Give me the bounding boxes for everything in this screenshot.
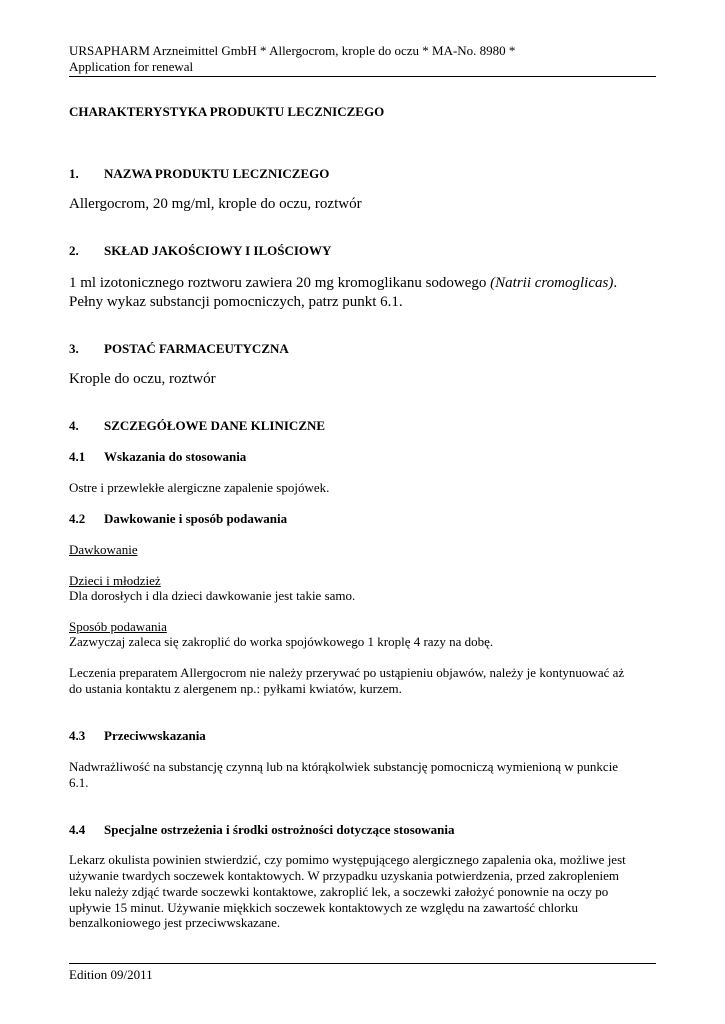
section-1-title: NAZWA PRODUKTU LECZNICZEGO — [104, 166, 330, 181]
section-4-4-number: 4.4 — [69, 822, 86, 837]
section-1-text: Allergocrom, 20 mg/ml, krople do oczu, roztwór — [69, 196, 362, 212]
section-4-heading — [69, 418, 325, 434]
section-4-title: SZCZEGÓŁOWE DANE KLINICZNE — [104, 418, 326, 433]
footer-divider — [69, 963, 656, 964]
section-2-text-1a: 1 ml izotonicznego roztworu zawiera 20 mg kromoglikanu sodowego — [69, 275, 491, 291]
section-4-4-heading — [69, 822, 454, 838]
header-line-1: URSAPHARM Arzneimittel GmbH * Allergocrom, krople do oczu * MA-No. 8980 * — [69, 43, 516, 58]
section-4-2-heading — [69, 511, 287, 527]
contraindications-line-2: 6.1. — [69, 775, 89, 790]
header-line-2: Application for renewal — [69, 59, 194, 74]
warnings-line-3: leku należy zdjąć twarde soczewki kontaktowe, zakroplić lek, a soczewki założyć ponownie na oczy po — [69, 884, 609, 899]
section-1-number: 1. — [69, 166, 79, 181]
section-2-text-1-italic: (Natrii cromoglicas) — [490, 275, 614, 291]
section-2-text-1 — [69, 274, 617, 293]
warnings-line-1: Lekarz okulista powinien stwierdzić, czy pomimo występującego alergicznego zapalenia oka, możliwe jest — [69, 852, 626, 867]
treatment-paragraph-line-1: Leczenia preparatem Allergocrom nie należy przerywać po ustąpieniu objawów, należy je kontynuować aż — [69, 665, 625, 680]
section-4-2-title: Dawkowanie i sposób podawania — [104, 511, 288, 526]
children-label: Dzieci i młodzież — [69, 573, 161, 588]
section-4-1-heading — [69, 449, 246, 465]
section-1-heading — [69, 166, 329, 182]
section-4-4-title: Specjalne ostrzeżenia i środki ostrożności dotyczące stosowania — [104, 822, 455, 837]
section-2-title: SKŁAD JAKOŚCIOWY I ILOŚCIOWY — [104, 243, 332, 258]
section-3-title: POSTAĆ FARMACEUTYCZNA — [104, 341, 289, 356]
section-4-number: 4. — [69, 418, 79, 433]
section-2-number: 2. — [69, 243, 79, 258]
warnings-line-5: benzalkoniowego jest przeciwwskazane. — [69, 915, 281, 930]
children-text: Dla dorosłych i dla dzieci dawkowanie jest takie samo. — [69, 588, 356, 603]
section-4-3-title: Przeciwwskazania — [104, 728, 206, 743]
contraindications-line-1: Nadwrażliwość na substancję czynną lub na którąkolwiek substancję pomocniczą wymienioną w punkcie — [69, 759, 619, 774]
warnings-line-4: upływie 15 minut. Używanie miękkich soczewek kontaktowych ze względu na zawartość chlorku — [69, 900, 578, 915]
section-4-2-number: 4.2 — [69, 511, 86, 526]
administration-text: Zazwyczaj zaleca się zakroplić do worka spojówkowego 1 kroplę 4 razy na dobę. — [69, 634, 494, 649]
dosage-label: Dawkowanie — [69, 542, 138, 557]
section-4-1-title: Wskazania do stosowania — [104, 449, 247, 464]
footer-edition: Edition 09/2011 — [69, 967, 153, 982]
header-divider — [69, 76, 656, 77]
section-4-3-heading — [69, 728, 206, 744]
section-2-text-2: Pełny wykaz substancji pomocniczych, patrz punkt 6.1. — [69, 294, 403, 310]
administration-label: Sposób podawania — [69, 619, 167, 634]
section-4-1-number: 4.1 — [69, 449, 86, 464]
section-3-number: 3. — [69, 341, 79, 356]
section-4-1-text: Ostre i przewlekłe alergiczne zapalenie spojówek. — [69, 480, 330, 495]
document-title: CHARAKTERYSTYKA PRODUKTU LECZNICZEGO — [69, 104, 385, 119]
section-3-heading — [69, 341, 289, 357]
section-3-text: Krople do oczu, roztwór — [69, 371, 216, 387]
warnings-line-2: używanie twardych soczewek kontaktowych. W przypadku uzyskania potwierdzenia, przed zakropleniem — [69, 868, 620, 883]
section-4-3-number: 4.3 — [69, 728, 86, 743]
section-2-heading — [69, 243, 331, 259]
treatment-paragraph-line-2: do ustania kontaktu z alergenem np.: pyłkami kwiatów, kurzem. — [69, 681, 402, 696]
section-2-text-1b: . — [613, 275, 618, 291]
